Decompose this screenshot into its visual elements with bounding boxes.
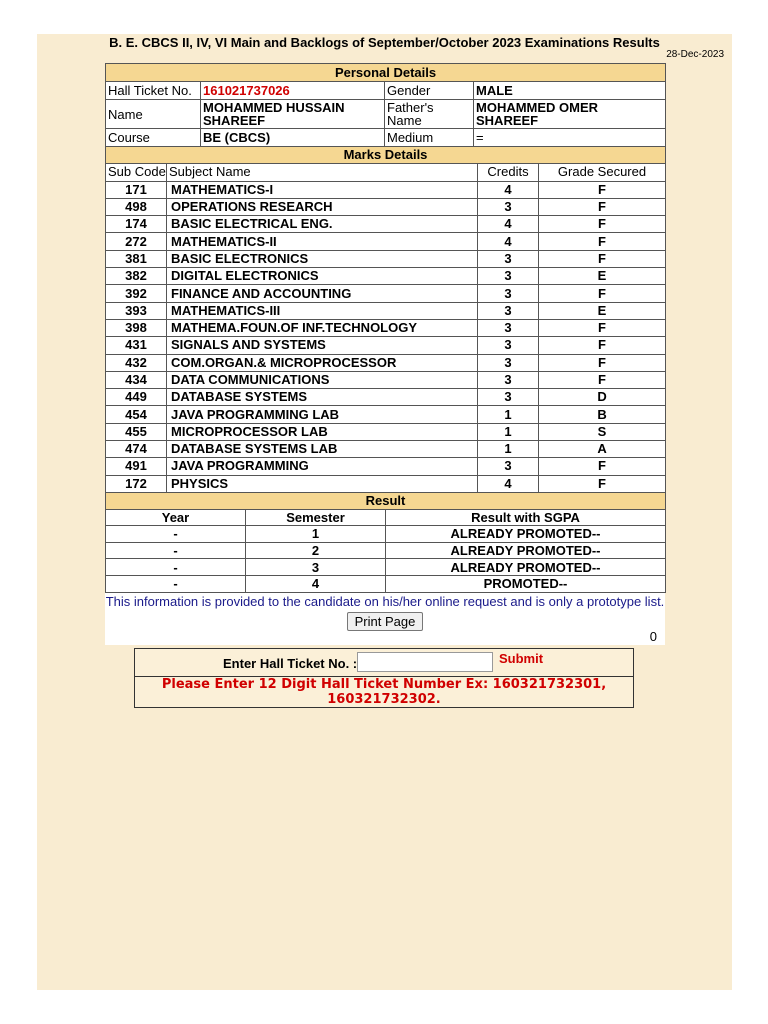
col-result-sgpa: Result with SGPA [386, 509, 666, 526]
sub-code-cell: 382 [106, 268, 167, 285]
marks-row [106, 302, 666, 319]
year-cell: - [106, 559, 246, 576]
subject-name-cell: OPERATIONS RESEARCH [167, 198, 478, 215]
grade-cell: F [539, 233, 666, 250]
subject-name-cell: DATA COMMUNICATIONS [167, 371, 478, 388]
subject-name-cell: MATHEMATICS-III [167, 302, 478, 319]
marks-row [106, 441, 666, 458]
sub-code-cell: 455 [106, 423, 167, 440]
marks-row [106, 337, 666, 354]
marks-row [106, 233, 666, 250]
credits-cell: 1 [478, 441, 539, 458]
course-value: BE (CBCS) [201, 129, 385, 147]
credits-cell: 4 [478, 475, 539, 492]
hall-ticket-value: 161021737026 [201, 82, 385, 100]
hall-ticket-search-form [134, 648, 634, 708]
hall-ticket-hint: Please Enter 12 Digit Hall Ticket Number Ex: 160321732301, 160321732302. [161, 677, 607, 707]
grade-cell: F [539, 337, 666, 354]
result-date: 28-Dec-2023 [666, 49, 724, 60]
result-sgpa-cell: ALREADY PROMOTED-- [386, 526, 666, 543]
marks-row [106, 475, 666, 492]
father-name-label: Father's Name [385, 100, 474, 129]
result-row [106, 526, 666, 543]
medium-value: = [474, 129, 666, 147]
year-cell: - [106, 542, 246, 559]
marks-row [106, 250, 666, 267]
col-semester: Semester [246, 509, 386, 526]
grade-cell: F [539, 354, 666, 371]
result-table [105, 492, 666, 593]
credits-cell: 4 [478, 181, 539, 198]
credits-cell: 3 [478, 285, 539, 302]
marks-row [106, 268, 666, 285]
marks-row [106, 389, 666, 406]
marks-details-header: Marks Details [106, 147, 666, 164]
credits-cell: 3 [478, 268, 539, 285]
grade-cell: E [539, 302, 666, 319]
submit-button[interactable]: Submit [499, 651, 544, 666]
grade-cell: S [539, 423, 666, 440]
result-sgpa-cell: ALREADY PROMOTED-- [386, 542, 666, 559]
grade-cell: F [539, 216, 666, 233]
subject-name-cell: MATHEMATICS-II [167, 233, 478, 250]
col-credits: Credits [478, 164, 539, 181]
search-row [135, 649, 633, 677]
result-row [106, 559, 666, 576]
marks-row [106, 423, 666, 440]
subject-name-cell: DIGITAL ELECTRONICS [167, 268, 478, 285]
subject-name-cell: BASIC ELECTRONICS [167, 250, 478, 267]
gender-value: MALE [474, 82, 666, 100]
sub-code-cell: 272 [106, 233, 167, 250]
sub-code-cell: 381 [106, 250, 167, 267]
grade-cell: F [539, 475, 666, 492]
subject-name-cell: DATABASE SYSTEMS [167, 389, 478, 406]
credits-cell: 3 [478, 250, 539, 267]
subject-name-cell: MATHEMATICS-I [167, 181, 478, 198]
col-sub-code: Sub Code [106, 164, 167, 181]
credits-cell: 3 [478, 302, 539, 319]
hall-ticket-input-label: Enter Hall Ticket No. : [223, 656, 358, 671]
subject-name-cell: FINANCE AND ACCOUNTING [167, 285, 478, 302]
grade-cell: F [539, 198, 666, 215]
year-cell: - [106, 575, 246, 592]
results-page [37, 34, 732, 990]
credits-cell: 3 [478, 198, 539, 215]
semester-cell: 3 [246, 559, 386, 576]
sub-code-cell: 498 [106, 198, 167, 215]
course-label: Course [106, 129, 201, 147]
personal-details-header: Personal Details [106, 64, 666, 82]
grade-cell: F [539, 319, 666, 336]
page-title: B. E. CBCS II, IV, VI Main and Backlogs of September/October 2023 Examinations Results [109, 35, 660, 50]
sub-code-cell: 171 [106, 181, 167, 198]
marks-row [106, 216, 666, 233]
marks-row [106, 285, 666, 302]
marks-row [106, 319, 666, 336]
marks-row [106, 371, 666, 388]
subject-name-cell: PHYSICS [167, 475, 478, 492]
gender-label: Gender [385, 82, 474, 100]
personal-details-table [105, 63, 666, 147]
grade-cell: F [539, 458, 666, 475]
subject-name-cell: JAVA PROGRAMMING [167, 458, 478, 475]
marks-rows [106, 181, 666, 492]
subject-name-cell: BASIC ELECTRICAL ENG. [167, 216, 478, 233]
result-sgpa-cell: ALREADY PROMOTED-- [386, 559, 666, 576]
result-row [106, 542, 666, 559]
credits-cell: 3 [478, 354, 539, 371]
col-subject-name: Subject Name [167, 164, 478, 181]
credits-cell: 3 [478, 319, 539, 336]
grade-cell: F [539, 285, 666, 302]
sub-code-cell: 432 [106, 354, 167, 371]
subject-name-cell: SIGNALS AND SYSTEMS [167, 337, 478, 354]
medium-label: Medium [385, 129, 474, 147]
credits-cell: 4 [478, 233, 539, 250]
grade-cell: F [539, 181, 666, 198]
result-rows [106, 526, 666, 592]
year-cell: - [106, 526, 246, 543]
name-label: Name [106, 100, 201, 129]
sub-code-cell: 174 [106, 216, 167, 233]
sub-code-cell: 434 [106, 371, 167, 388]
credits-cell: 3 [478, 371, 539, 388]
subject-name-cell: DATABASE SYSTEMS LAB [167, 441, 478, 458]
semester-cell: 2 [246, 542, 386, 559]
grade-cell: D [539, 389, 666, 406]
print-page-button[interactable]: Print Page [347, 612, 424, 631]
col-year: Year [106, 509, 246, 526]
sub-code-cell: 454 [106, 406, 167, 423]
prototype-note: This information is provided to the candidate on his/her online request and is only a prototype list. [105, 594, 665, 609]
subject-name-cell: MATHEMA.FOUN.OF INF.TECHNOLOGY [167, 319, 478, 336]
credits-cell: 4 [478, 216, 539, 233]
sub-code-cell: 392 [106, 285, 167, 302]
result-header: Result [106, 493, 666, 510]
subject-name-cell: JAVA PROGRAMMING LAB [167, 406, 478, 423]
semester-cell: 1 [246, 526, 386, 543]
grade-cell: A [539, 441, 666, 458]
credits-cell: 3 [478, 337, 539, 354]
sub-code-cell: 431 [106, 337, 167, 354]
semester-cell: 4 [246, 575, 386, 592]
marks-row [106, 181, 666, 198]
hall-ticket-label: Hall Ticket No. [106, 82, 201, 100]
col-grade: Grade Secured [539, 164, 666, 181]
sub-code-cell: 491 [106, 458, 167, 475]
grade-cell: F [539, 371, 666, 388]
grade-cell: F [539, 250, 666, 267]
marks-row [106, 198, 666, 215]
marks-details-table [105, 146, 666, 493]
visit-counter: 0 [649, 629, 657, 644]
marks-row [106, 458, 666, 475]
info-panel [105, 593, 665, 645]
name-value: MOHAMMED HUSSAIN SHAREEF [201, 100, 385, 129]
subject-name-cell: COM.ORGAN.& MICROPROCESSOR [167, 354, 478, 371]
grade-cell: B [539, 406, 666, 423]
credits-cell: 1 [478, 423, 539, 440]
credits-cell: 3 [478, 389, 539, 406]
sub-code-cell: 474 [106, 441, 167, 458]
subject-name-cell: MICROPROCESSOR LAB [167, 423, 478, 440]
credits-cell: 1 [478, 406, 539, 423]
sub-code-cell: 398 [106, 319, 167, 336]
credits-cell: 3 [478, 458, 539, 475]
father-name-value: MOHAMMED OMER SHAREEF [474, 100, 666, 129]
marks-row [106, 354, 666, 371]
result-sgpa-cell: PROMOTED-- [386, 575, 666, 592]
marks-row [106, 406, 666, 423]
hall-ticket-input[interactable] [357, 652, 493, 672]
sub-code-cell: 449 [106, 389, 167, 406]
sub-code-cell: 393 [106, 302, 167, 319]
sub-code-cell: 172 [106, 475, 167, 492]
grade-cell: E [539, 268, 666, 285]
result-row [106, 575, 666, 592]
